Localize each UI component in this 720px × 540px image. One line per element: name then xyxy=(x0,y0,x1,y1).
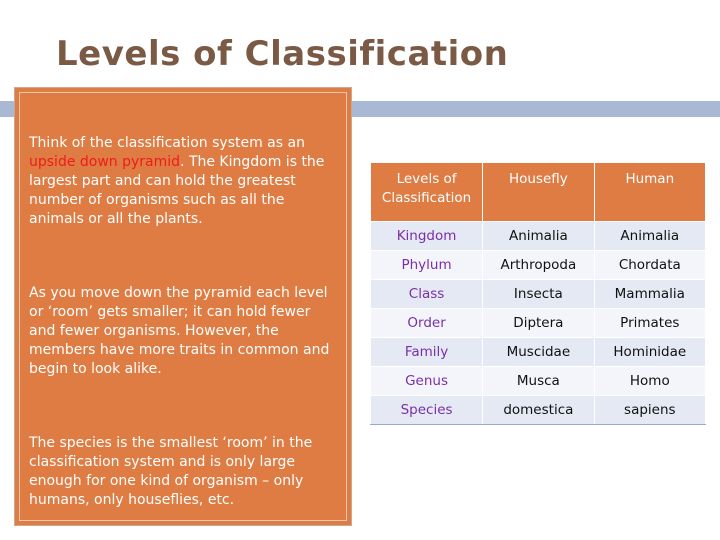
paragraph-3: The species is the smallest ‘room’ in the classification system and is only large enough for one kind of organism – only humans, only houseflies, etc. xyxy=(29,435,313,508)
housefly-cell: domestica xyxy=(483,396,594,425)
human-cell: Chordata xyxy=(594,251,705,280)
housefly-cell: Diptera xyxy=(483,309,594,338)
table-row xyxy=(371,338,706,367)
housefly-cell: Musca xyxy=(483,367,594,396)
panel-text xyxy=(29,134,339,510)
header-levels: Levels of Classification xyxy=(371,163,483,222)
paragraph-1-end: . The Kingdom is the largest part and can hold the greatest number of organisms such as all the animals or all the plants. xyxy=(29,154,325,227)
slide-title: Levels of Classification xyxy=(56,34,509,74)
level-cell: Order xyxy=(371,309,483,338)
level-cell: Class xyxy=(371,280,483,309)
table-row xyxy=(371,396,706,425)
human-cell: Hominidae xyxy=(594,338,705,367)
housefly-cell: Arthropoda xyxy=(483,251,594,280)
highlight-text: upside down pyramid xyxy=(29,154,181,170)
housefly-cell: Muscidae xyxy=(483,338,594,367)
human-cell: Animalia xyxy=(594,222,705,251)
human-cell: Homo xyxy=(594,367,705,396)
classification-table xyxy=(370,162,706,425)
table-row xyxy=(371,251,706,280)
table-row xyxy=(371,309,706,338)
table-header-row xyxy=(371,163,706,222)
human-cell: Mammalia xyxy=(594,280,705,309)
table-row xyxy=(371,222,706,251)
header-housefly: Housefly xyxy=(483,163,594,222)
table-row xyxy=(371,367,706,396)
paragraph-1-start: Think of the classification system as an xyxy=(29,135,305,151)
text-panel xyxy=(14,87,352,526)
level-cell: Family xyxy=(371,338,483,367)
housefly-cell: Insecta xyxy=(483,280,594,309)
paragraph-1 xyxy=(29,134,339,229)
level-cell: Phylum xyxy=(371,251,483,280)
housefly-cell: Animalia xyxy=(483,222,594,251)
header-human: Human xyxy=(594,163,705,222)
table-row xyxy=(371,280,706,309)
human-cell: Primates xyxy=(594,309,705,338)
level-cell: Genus xyxy=(371,367,483,396)
paragraph-2: As you move down the pyramid each level or ‘room’ gets smaller; it can hold fewer and fewer organisms. However, the members have more traits in common and begin to look alike. xyxy=(29,285,330,377)
level-cell: Species xyxy=(371,396,483,425)
human-cell: sapiens xyxy=(594,396,705,425)
level-cell: Kingdom xyxy=(371,222,483,251)
